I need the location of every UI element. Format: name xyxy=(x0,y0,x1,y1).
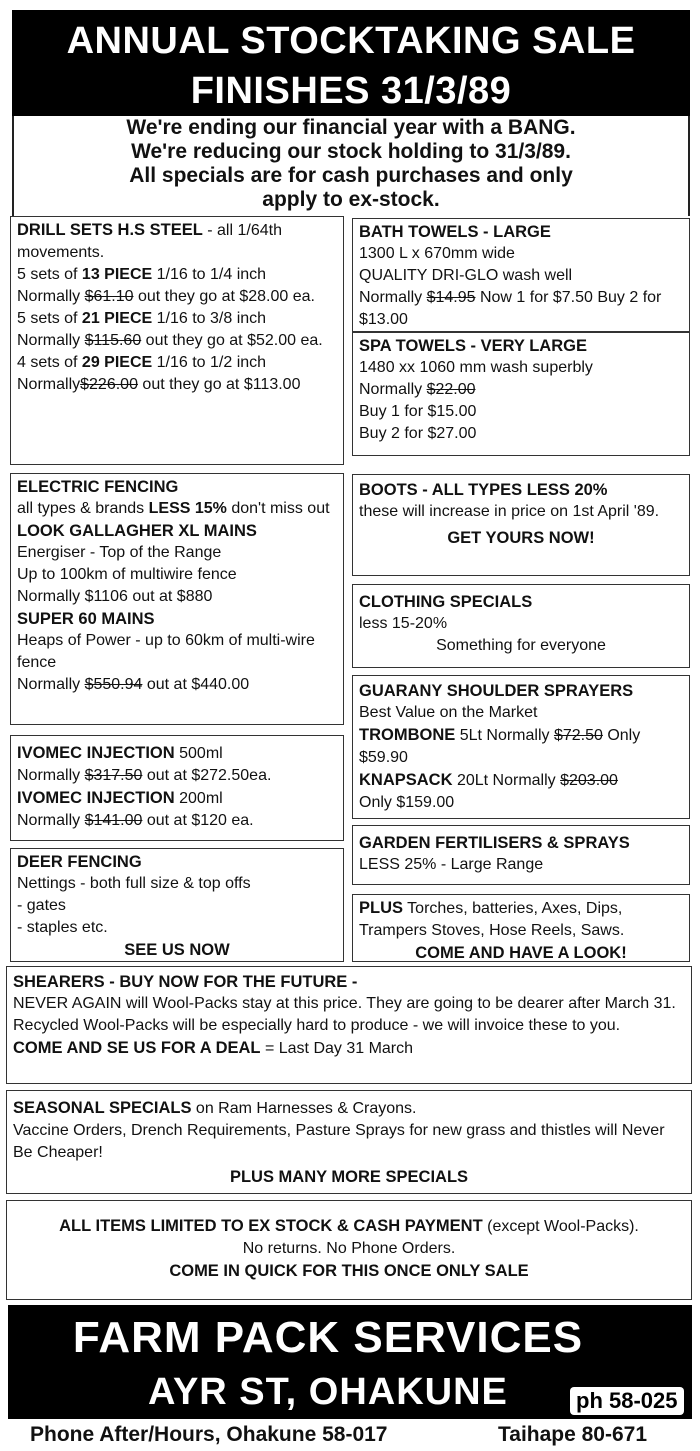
text: NEVER AGAIN will Wool-Packs stay at this price. They are going to be dearer after March 31. Recycled Wool-Packs will be especially hard to produce - we will invoice these to you. xyxy=(13,995,676,1034)
ivomec-box xyxy=(10,735,344,841)
text: out they go at $52.00 ea. xyxy=(141,332,323,349)
guarany-title: GUARANY SHOULDER SPRAYERS xyxy=(359,682,634,700)
garden-box xyxy=(352,825,690,885)
sale-banner xyxy=(12,10,690,116)
old-price: $141.00 xyxy=(84,812,143,829)
text: LESS 15% xyxy=(148,500,227,517)
business-address: AYR ST, OHAKUNE xyxy=(148,1371,508,1413)
spa-title: SPA TOWELS - VERY LARGE xyxy=(359,337,587,355)
text: Normally xyxy=(17,676,85,693)
shearers-box xyxy=(6,966,692,1084)
text: on Ram Harnesses & Crayons. xyxy=(191,1100,417,1117)
garden-title: GARDEN FERTILISERS & SPRAYS xyxy=(359,834,630,852)
text: Now 1 for $7.50 Buy 2 for $13.00 xyxy=(359,289,662,328)
text: don't miss out xyxy=(226,500,330,517)
after-hours-phone: Phone After/Hours, Ohakune 58-017 xyxy=(30,1423,388,1446)
text: Only $159.00 xyxy=(359,794,455,811)
intro-text xyxy=(12,116,690,216)
text: Best Value on the Market xyxy=(359,704,538,721)
gallagher-heading: LOOK GALLAGHER XL MAINS xyxy=(17,522,257,540)
text: 5Lt Normally xyxy=(455,727,554,744)
text: 1/16 to 3/8 inch xyxy=(152,310,267,327)
shearers-title: SHEARERS - BUY NOW FOR THE FUTURE - xyxy=(13,973,358,991)
text: IVOMEC INJECTION xyxy=(17,744,175,762)
old-price: $226.00 xyxy=(80,376,138,393)
text: No returns. No Phone Orders. xyxy=(242,1240,456,1257)
deer-title: DEER FENCING xyxy=(17,853,142,871)
text: QUALITY DRI-GLO wash well xyxy=(359,267,573,284)
text: LESS 25% - Large Range xyxy=(359,856,544,873)
drill-subtitle: - all 1/64th movements. xyxy=(17,222,282,261)
text: out at $120 ea. xyxy=(142,812,254,829)
text: ALL ITEMS LIMITED TO EX STOCK & CASH PAYMENT xyxy=(59,1217,483,1235)
text: 1480 xx 1060 mm wash superbly xyxy=(359,359,593,376)
text: 29 PIECE xyxy=(81,354,153,371)
text: Energiser - Top of the Range xyxy=(17,544,222,561)
text: PLUS MANY MORE SPECIALS xyxy=(229,1168,469,1186)
electric-fencing-box xyxy=(10,473,344,725)
text: Torches, batteries, Axes, Dips, Trampers Stoves, Hose Reels, Saws. xyxy=(359,900,625,939)
old-price: $72.50 xyxy=(553,727,603,744)
drill-title: DRILL SETS H.S STEEL xyxy=(17,221,203,239)
text: 200ml xyxy=(174,790,223,807)
text: out at $272.50ea. xyxy=(142,767,272,784)
taihape-phone: Taihape 80-671 xyxy=(498,1423,648,1446)
old-price: $115.60 xyxy=(84,332,142,349)
text: IVOMEC INJECTION xyxy=(17,789,175,807)
plus-box xyxy=(352,894,690,962)
business-phone: ph 58-025 xyxy=(570,1387,684,1415)
text: 4 sets of xyxy=(17,354,82,371)
old-price: $550.94 xyxy=(84,676,143,693)
text: COME AND SE US FOR A DEAL xyxy=(13,1039,261,1057)
text: KNAPSACK xyxy=(359,771,453,789)
text: out they go at $113.00 xyxy=(137,376,301,393)
text: 20Lt Normally xyxy=(452,772,561,789)
text: PLUS xyxy=(359,899,404,917)
old-price: $203.00 xyxy=(560,772,618,789)
text: less 15-20% xyxy=(359,615,448,632)
intro-line: All specials are for cash purchases and only xyxy=(129,164,573,187)
electric-title: ELECTRIC FENCING xyxy=(17,478,179,496)
text: (except Wool-Packs). xyxy=(482,1218,639,1235)
bath-title: BATH TOWELS - LARGE xyxy=(359,223,551,241)
text: out they go at $28.00 ea. xyxy=(133,288,315,305)
text: Normally xyxy=(17,332,85,349)
get-yours-now: GET YOURS NOW! xyxy=(447,529,595,547)
text: SEASONAL SPECIALS xyxy=(13,1099,192,1117)
see-us-now: SEE US NOW xyxy=(124,941,230,959)
text: 1/16 to 1/4 inch xyxy=(152,266,267,283)
spa-towels-box xyxy=(352,332,690,456)
come-and-look: COME AND HAVE A LOOK! xyxy=(415,944,627,962)
text: 13 PIECE xyxy=(81,266,153,283)
text: these will increase in price on 1st April '89. xyxy=(359,503,660,520)
banner-subtitle: FINISHES 31/3/89 xyxy=(190,70,512,112)
text: 5 sets of xyxy=(17,266,82,283)
old-price: $61.10 xyxy=(84,288,134,305)
boots-title: BOOTS - ALL TYPES LESS 20% xyxy=(359,481,608,499)
old-price: $317.50 xyxy=(84,767,143,784)
text: TROMBONE xyxy=(359,726,456,744)
text: 21 PIECE xyxy=(81,310,153,327)
guarany-box xyxy=(352,675,690,819)
clothing-box xyxy=(352,584,690,668)
phone-line xyxy=(30,1422,680,1448)
text: Vaccine Orders, Drench Requirements, Pasture Sprays for new grass and thistles will Never Be Cheaper! xyxy=(13,1122,665,1161)
text: Normally xyxy=(17,767,85,784)
bath-towels-box xyxy=(352,218,690,332)
seasonal-box xyxy=(6,1090,692,1194)
banner-title: ANNUAL STOCKTAKING SALE xyxy=(66,20,636,62)
text: - staples etc. xyxy=(17,919,108,936)
text: COME IN QUICK FOR THIS ONCE ONLY SALE xyxy=(169,1262,529,1280)
text: 500ml xyxy=(174,745,223,762)
business-footer xyxy=(8,1305,692,1419)
text: out at $440.00 xyxy=(142,676,250,693)
clothing-title: CLOTHING SPECIALS xyxy=(359,593,533,611)
text: Normally xyxy=(359,289,427,306)
text: Normally xyxy=(17,376,81,393)
intro-line: We're reducing our stock holding to 31/3/89. xyxy=(131,140,571,163)
boots-box xyxy=(352,474,690,576)
business-name: FARM PACK SERVICES xyxy=(72,1313,584,1362)
super60-heading: SUPER 60 MAINS xyxy=(17,610,155,628)
deer-fencing-box xyxy=(10,848,344,962)
text: Buy 1 for $15.00 xyxy=(359,403,477,420)
intro-line: apply to ex-stock. xyxy=(262,188,440,211)
text: 5 sets of xyxy=(17,310,82,327)
text: Normally $1106 out at $880 xyxy=(17,588,213,605)
text: Nettings - both full size & top offs xyxy=(17,875,251,892)
text: Normally xyxy=(359,381,427,398)
text: 1300 L x 670mm wide xyxy=(359,245,515,262)
text: = Last Day 31 March xyxy=(260,1040,414,1057)
text: all types & brands xyxy=(17,500,149,517)
text: Normally xyxy=(17,812,85,829)
text: 1/16 to 1/2 inch xyxy=(152,354,267,371)
text: Normally xyxy=(17,288,85,305)
text: Heaps of Power - up to 60km of multi-wire fence xyxy=(17,632,315,671)
text: Something for everyone xyxy=(436,637,606,654)
text: Only $59.90 xyxy=(359,727,641,766)
drill-sets-box xyxy=(10,216,344,465)
text: - gates xyxy=(17,897,66,914)
old-price: $14.95 xyxy=(426,289,476,306)
text: Buy 2 for $27.00 xyxy=(359,425,477,442)
text: Up to 100km of multiwire fence xyxy=(17,566,237,583)
old-price: $22.00 xyxy=(426,381,476,398)
limits-box xyxy=(6,1200,692,1300)
intro-line: We're ending our financial year with a BANG. xyxy=(126,116,576,139)
